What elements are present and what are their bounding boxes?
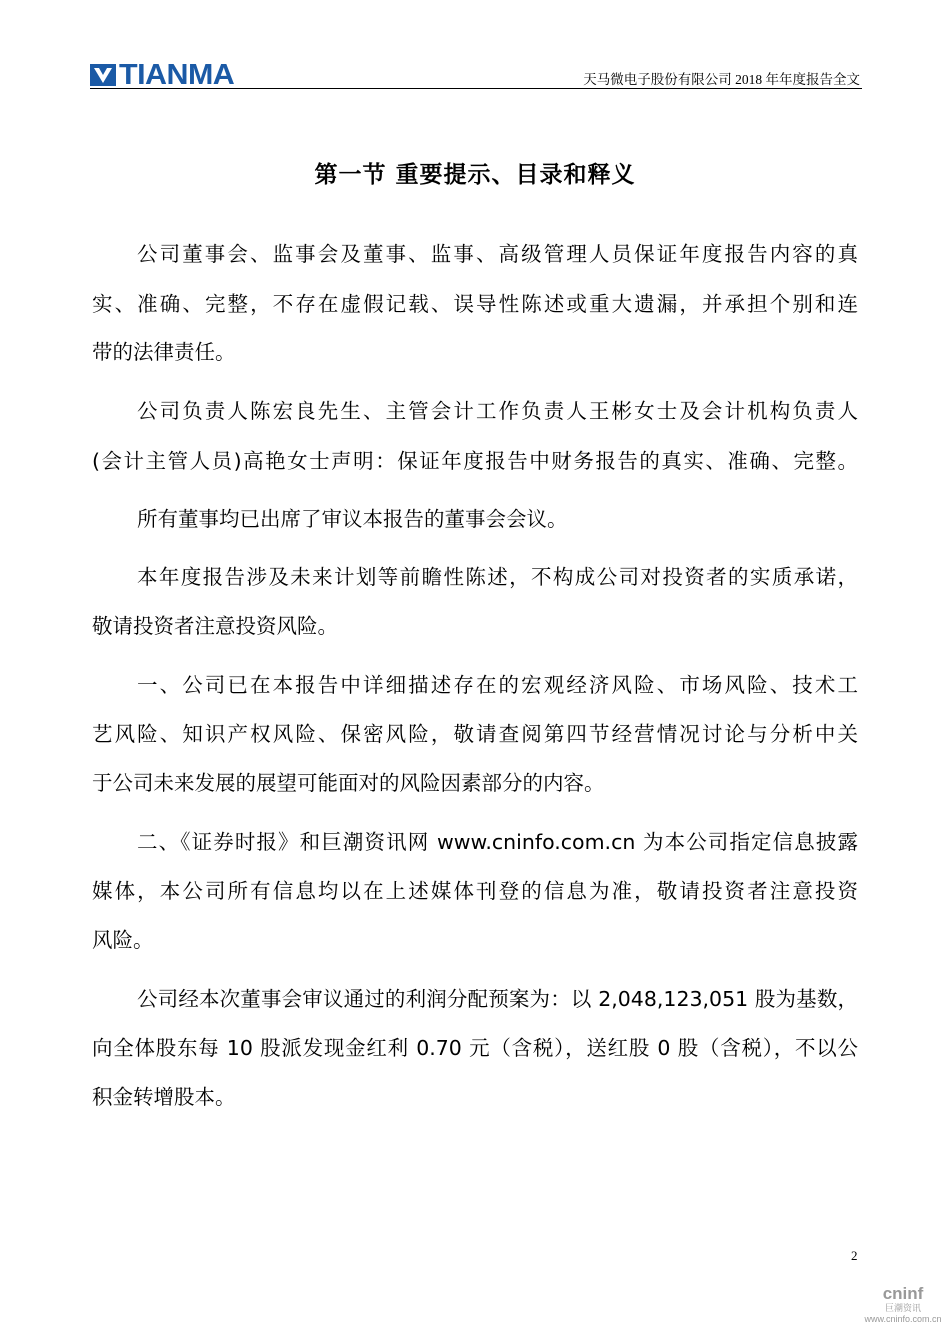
tianma-logo [90, 59, 235, 91]
text-line: 带的法律责任。 [92, 340, 236, 364]
text-line: (会计主管人员)高艳女士声明：保证年度报告中财务报告的真实、准确、完整。 [92, 449, 858, 473]
logo-text: TIANMA [119, 59, 235, 91]
text-line: 本年度报告涉及未来计划等前瞻性陈述，不构成公司对投资者的实质承诺， [137, 565, 858, 589]
text-line: 积金转增股本。 [92, 1085, 236, 1109]
watermark-cn-name: 巨潮资讯 [884, 1303, 921, 1313]
text-line: 敬请投资者注意投资风险。 [92, 614, 338, 638]
text-line: 风险。 [92, 928, 154, 952]
text-line: 公司经本次董事会审议通过的利润分配预案为：以 2,048,123,051 股为基数， [137, 987, 858, 1011]
text-line: 所有董事均已出席了审议本报告的董事会会议。 [137, 507, 568, 531]
text-line: 艺风险、知识产权风险、保密风险，敬请查阅第四节经营情况讨论与分析中关 [92, 722, 858, 746]
text-line: 公司董事会、监事会及董事、监事、高级管理人员保证年度报告内容的真 [137, 242, 858, 266]
watermark-brand: cninf [882, 1284, 924, 1303]
text-line: 公司负责人陈宏良先生、主管会计工作负责人王彬女士及会计机构负责人 [137, 399, 858, 423]
text-line: 于公司未来发展的展望可能面对的风险因素部分的内容。 [92, 771, 605, 795]
header-divider [90, 88, 862, 89]
watermark-url: www.cninfo.com.cn [864, 1314, 942, 1324]
header-doc-title: 天马微电子股份有限公司 2018 年年度报告全文 [583, 72, 860, 87]
page-number: 2 [851, 1248, 858, 1263]
cninfo-watermark [858, 1285, 948, 1325]
text-line: 实、准确、完整，不存在虚假记载、误导性陈述或重大遗漏，并承担个别和连 [92, 292, 858, 316]
tianma-logo-icon [90, 64, 116, 86]
text-line: 媒体，本公司所有信息均以在上述媒体刊登的信息为准，敬请投资者注意投资 [92, 879, 858, 903]
text-line: 向全体股东每 10 股派发现金红利 0.70 元（含税），送红股 0 股（含税），不以公 [92, 1036, 858, 1060]
text-line: 一、公司已在本报告中详细描述存在的宏观经济风险、市场风险、技术工 [137, 673, 858, 697]
section-title: 第一节 重要提示、目录和释义 [314, 162, 636, 188]
text-line: 二、《证券时报》和巨潮资讯网 www.cninfo.com.cn 为本公司指定信息披露 [137, 830, 858, 854]
